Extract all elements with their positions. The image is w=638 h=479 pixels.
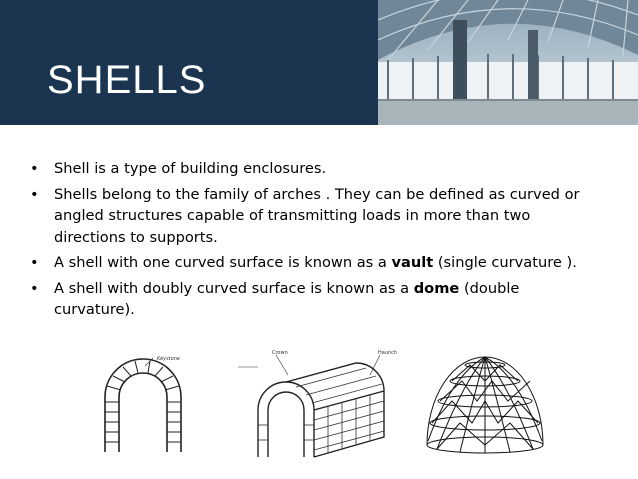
header-photo-dome-interior bbox=[378, 0, 638, 125]
vault-label-right: Haunch bbox=[378, 350, 398, 356]
arch-label: Keystone bbox=[157, 356, 181, 362]
bullet-term-dome: dome bbox=[413, 279, 460, 297]
dome-figure bbox=[422, 345, 548, 455]
bullet-item bbox=[30, 252, 600, 274]
bullet-text-post: (single curvature ). bbox=[433, 254, 577, 271]
bullet-dot: • bbox=[30, 160, 39, 177]
bullet-term-vault: vault bbox=[391, 254, 434, 271]
title-banner bbox=[0, 0, 638, 125]
bullet-dot: • bbox=[30, 185, 39, 203]
vault-label-left: Crown bbox=[272, 350, 288, 356]
slide-title: SHELLS bbox=[47, 58, 207, 102]
bullet-dot: • bbox=[30, 254, 39, 271]
bullet-item bbox=[30, 158, 600, 180]
bullet-text-pre: A shell with one curved surface is known as a bbox=[54, 254, 392, 271]
bullet-dot: • bbox=[30, 279, 39, 297]
vault-figure bbox=[238, 345, 398, 463]
bullet-text-pre: A shell with doubly curved surface is known as a bbox=[54, 279, 414, 297]
bullet-text-post: (double curvature). bbox=[54, 279, 520, 318]
bullet-text: Shells belong to the family of arches . They can be defined as curved or angled structures capable of transmitting loads in more than two directions to supports. bbox=[54, 185, 580, 246]
bullet-item bbox=[30, 184, 600, 249]
bullet-text: Shell is a type of building enclosures. bbox=[54, 160, 327, 177]
bullet-item bbox=[30, 278, 600, 321]
bullet-list bbox=[30, 158, 600, 325]
arch-figure bbox=[95, 352, 225, 462]
